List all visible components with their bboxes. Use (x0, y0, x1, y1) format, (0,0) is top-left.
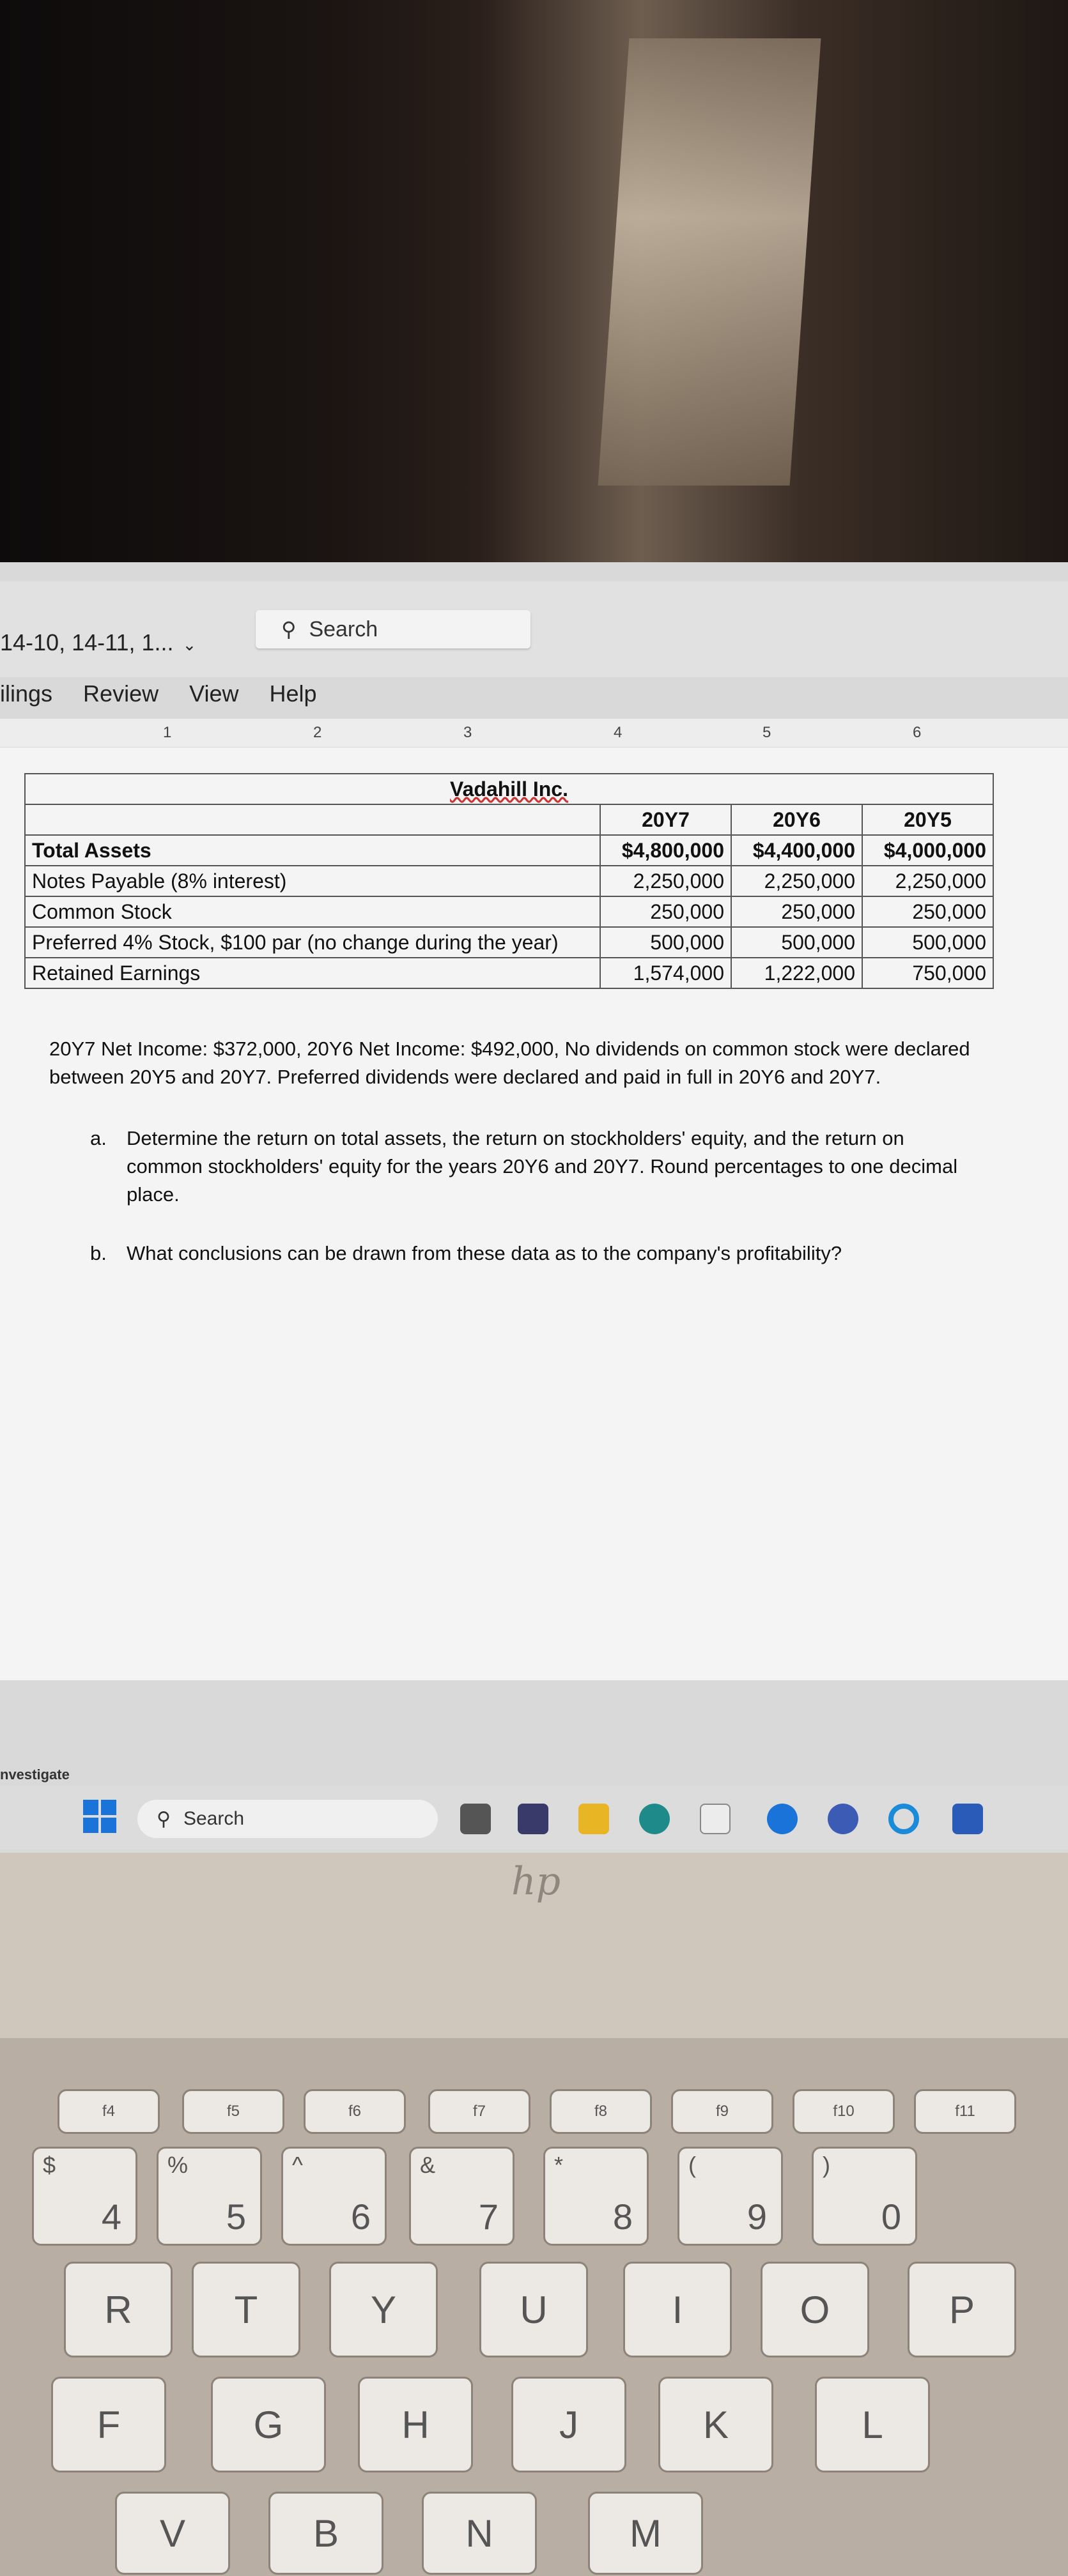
table-row (25, 927, 993, 958)
key-shift-symbol: ) (823, 2152, 830, 2178)
key-5[interactable] (157, 2147, 262, 2246)
title-bar (0, 581, 1068, 677)
laptop-bezel (0, 1853, 1068, 2038)
key-6[interactable] (281, 2147, 387, 2246)
key-shift-symbol: ^ (292, 2152, 303, 2178)
cell: 1,574,000 (600, 958, 731, 988)
keyboard (0, 2038, 1068, 2576)
search-placeholder: Search (309, 617, 378, 641)
store-icon[interactable] (700, 1804, 731, 1834)
background-photo (0, 0, 1068, 562)
year-header: 20Y6 (731, 804, 862, 835)
key-j[interactable]: J (511, 2377, 626, 2472)
laptop-screen (0, 562, 1068, 1853)
key-label: 0 (881, 2196, 901, 2237)
taskbar (0, 1786, 1068, 1850)
key-label: 8 (612, 2196, 633, 2237)
app-icon[interactable] (767, 1804, 798, 1834)
empty-cell (25, 804, 600, 835)
ribbon-tabs (0, 680, 317, 707)
key-l[interactable]: L (815, 2377, 930, 2472)
tab-review[interactable]: Review (83, 680, 159, 707)
key-shift-symbol: $ (43, 2152, 56, 2178)
question-b (90, 1239, 985, 1268)
key-f4[interactable]: f4 (58, 2089, 160, 2134)
task-view-icon[interactable] (460, 1804, 491, 1834)
key-v[interactable]: V (115, 2492, 230, 2575)
key-f6[interactable]: f6 (304, 2089, 406, 2134)
cell: $4,800,000 (600, 835, 731, 866)
key-label: 4 (101, 2196, 121, 2237)
ruler-mark: 5 (762, 724, 771, 741)
row-label: Notes Payable (8% interest) (25, 866, 600, 896)
cell: 1,222,000 (731, 958, 862, 988)
taskbar-search-label: Search (183, 1808, 245, 1829)
search-input[interactable] (256, 610, 530, 648)
row-label: Retained Earnings (25, 958, 600, 988)
key-g[interactable]: G (211, 2377, 326, 2472)
question-a (90, 1124, 985, 1209)
tab-view[interactable]: View (189, 680, 239, 707)
key-p[interactable]: P (908, 2262, 1016, 2358)
cell: 250,000 (600, 896, 731, 927)
table-title-text: Vadahill Inc. (450, 777, 568, 801)
ruler-mark: 4 (614, 724, 623, 741)
year-header: 20Y5 (862, 804, 993, 835)
ruler[interactable] (0, 719, 1068, 747)
key-f11[interactable]: f11 (914, 2089, 1016, 2134)
key-o[interactable]: O (761, 2262, 869, 2358)
cell: $4,400,000 (731, 835, 862, 866)
cell: 2,250,000 (731, 866, 862, 896)
cell: 2,250,000 (862, 866, 993, 896)
question-label: a. (90, 1127, 107, 1149)
hp-logo: hp (511, 1859, 561, 1904)
key-n[interactable]: N (422, 2492, 537, 2575)
question-label: b. (90, 1242, 107, 1264)
cell: 750,000 (862, 958, 993, 988)
meet-icon[interactable] (518, 1804, 548, 1834)
key-9[interactable] (677, 2147, 783, 2246)
document-page[interactable] (0, 747, 1068, 1680)
key-i[interactable]: I (623, 2262, 732, 2358)
key-t[interactable]: T (192, 2262, 300, 2358)
row-label: Preferred 4% Stock, $100 par (no change during the year) (25, 927, 600, 958)
key-h[interactable]: H (358, 2377, 473, 2472)
table-header-row (25, 804, 993, 835)
question-text: What conclusions can be drawn from these data as to the company's profitability? (127, 1242, 842, 1264)
key-f8[interactable]: f8 (550, 2089, 652, 2134)
file-explorer-icon[interactable] (578, 1804, 609, 1834)
key-f10[interactable]: f10 (793, 2089, 895, 2134)
table-title (25, 774, 993, 804)
question-text: Determine the return on total assets, the return on stockholders' equity, and the return on common stockholders' equity for the years 20Y6 and 20Y7. Round percentages to one decimal place. (127, 1127, 958, 1206)
ruler-mark: 2 (313, 724, 322, 741)
cell: 500,000 (731, 927, 862, 958)
key-8[interactable] (543, 2147, 649, 2246)
table-row (25, 866, 993, 896)
cell: $4,000,000 (862, 835, 993, 866)
year-header: 20Y7 (600, 804, 731, 835)
row-label: Total Assets (25, 835, 600, 866)
help-icon[interactable] (828, 1804, 858, 1834)
table-row (25, 958, 993, 988)
taskbar-search[interactable] (137, 1800, 438, 1838)
table-row (25, 835, 993, 866)
ruler-mark: 3 (463, 724, 472, 741)
key-y[interactable]: Y (329, 2262, 438, 2358)
cell: 500,000 (600, 927, 731, 958)
document-name[interactable] (0, 629, 196, 656)
key-r[interactable]: R (64, 2262, 173, 2358)
key-f[interactable]: F (51, 2377, 166, 2472)
key-shift-symbol: * (554, 2152, 564, 2178)
edge-icon[interactable] (639, 1804, 670, 1834)
key-7[interactable] (409, 2147, 515, 2246)
key-label: 7 (478, 2196, 499, 2237)
key-shift-symbol: % (167, 2152, 189, 2178)
key-m[interactable]: M (588, 2492, 703, 2575)
windows-start-icon[interactable] (83, 1800, 116, 1833)
cell: 250,000 (731, 896, 862, 927)
ruler-mark: 1 (163, 724, 172, 741)
financial-table (24, 773, 994, 989)
key-f9[interactable]: f9 (671, 2089, 773, 2134)
cell: 500,000 (862, 927, 993, 958)
key-label: 6 (350, 2196, 371, 2237)
key-f7[interactable]: f7 (428, 2089, 530, 2134)
key-label: 9 (747, 2196, 767, 2237)
chevron-down-icon: ⌄ (182, 635, 197, 654)
tab-mailings[interactable]: ilings (0, 680, 53, 707)
word-icon[interactable] (952, 1804, 983, 1834)
cell: 250,000 (862, 896, 993, 927)
key-k[interactable]: K (658, 2377, 773, 2472)
table-row (25, 896, 993, 927)
status-bar-text: nvestigate (0, 1767, 70, 1782)
document-name-text: 14-10, 14-11, 1... (0, 629, 174, 656)
key-f5[interactable]: f5 (182, 2089, 284, 2134)
cortana-icon[interactable] (888, 1804, 919, 1834)
search-icon: ⚲ (157, 1808, 171, 1830)
key-4[interactable] (32, 2147, 137, 2246)
ruler-mark: 6 (913, 724, 922, 741)
key-shift-symbol: & (420, 2152, 436, 2178)
key-u[interactable]: U (479, 2262, 588, 2358)
key-shift-symbol: ( (688, 2152, 696, 2178)
cell: 2,250,000 (600, 866, 731, 896)
problem-paragraph: 20Y7 Net Income: $372,000, 20Y6 Net Income: $492,000, No dividends on common stock were declared between 20Y5 and 20Y7. Preferred dividends were declared and paid in full in 20Y6 and 20Y7. (49, 1038, 970, 1088)
key-0[interactable] (812, 2147, 917, 2246)
door (598, 38, 821, 486)
key-label: 5 (226, 2196, 246, 2237)
row-label: Common Stock (25, 896, 600, 927)
key-b[interactable]: B (268, 2492, 383, 2575)
tab-help[interactable]: Help (269, 680, 317, 707)
search-icon: ⚲ (281, 618, 297, 641)
